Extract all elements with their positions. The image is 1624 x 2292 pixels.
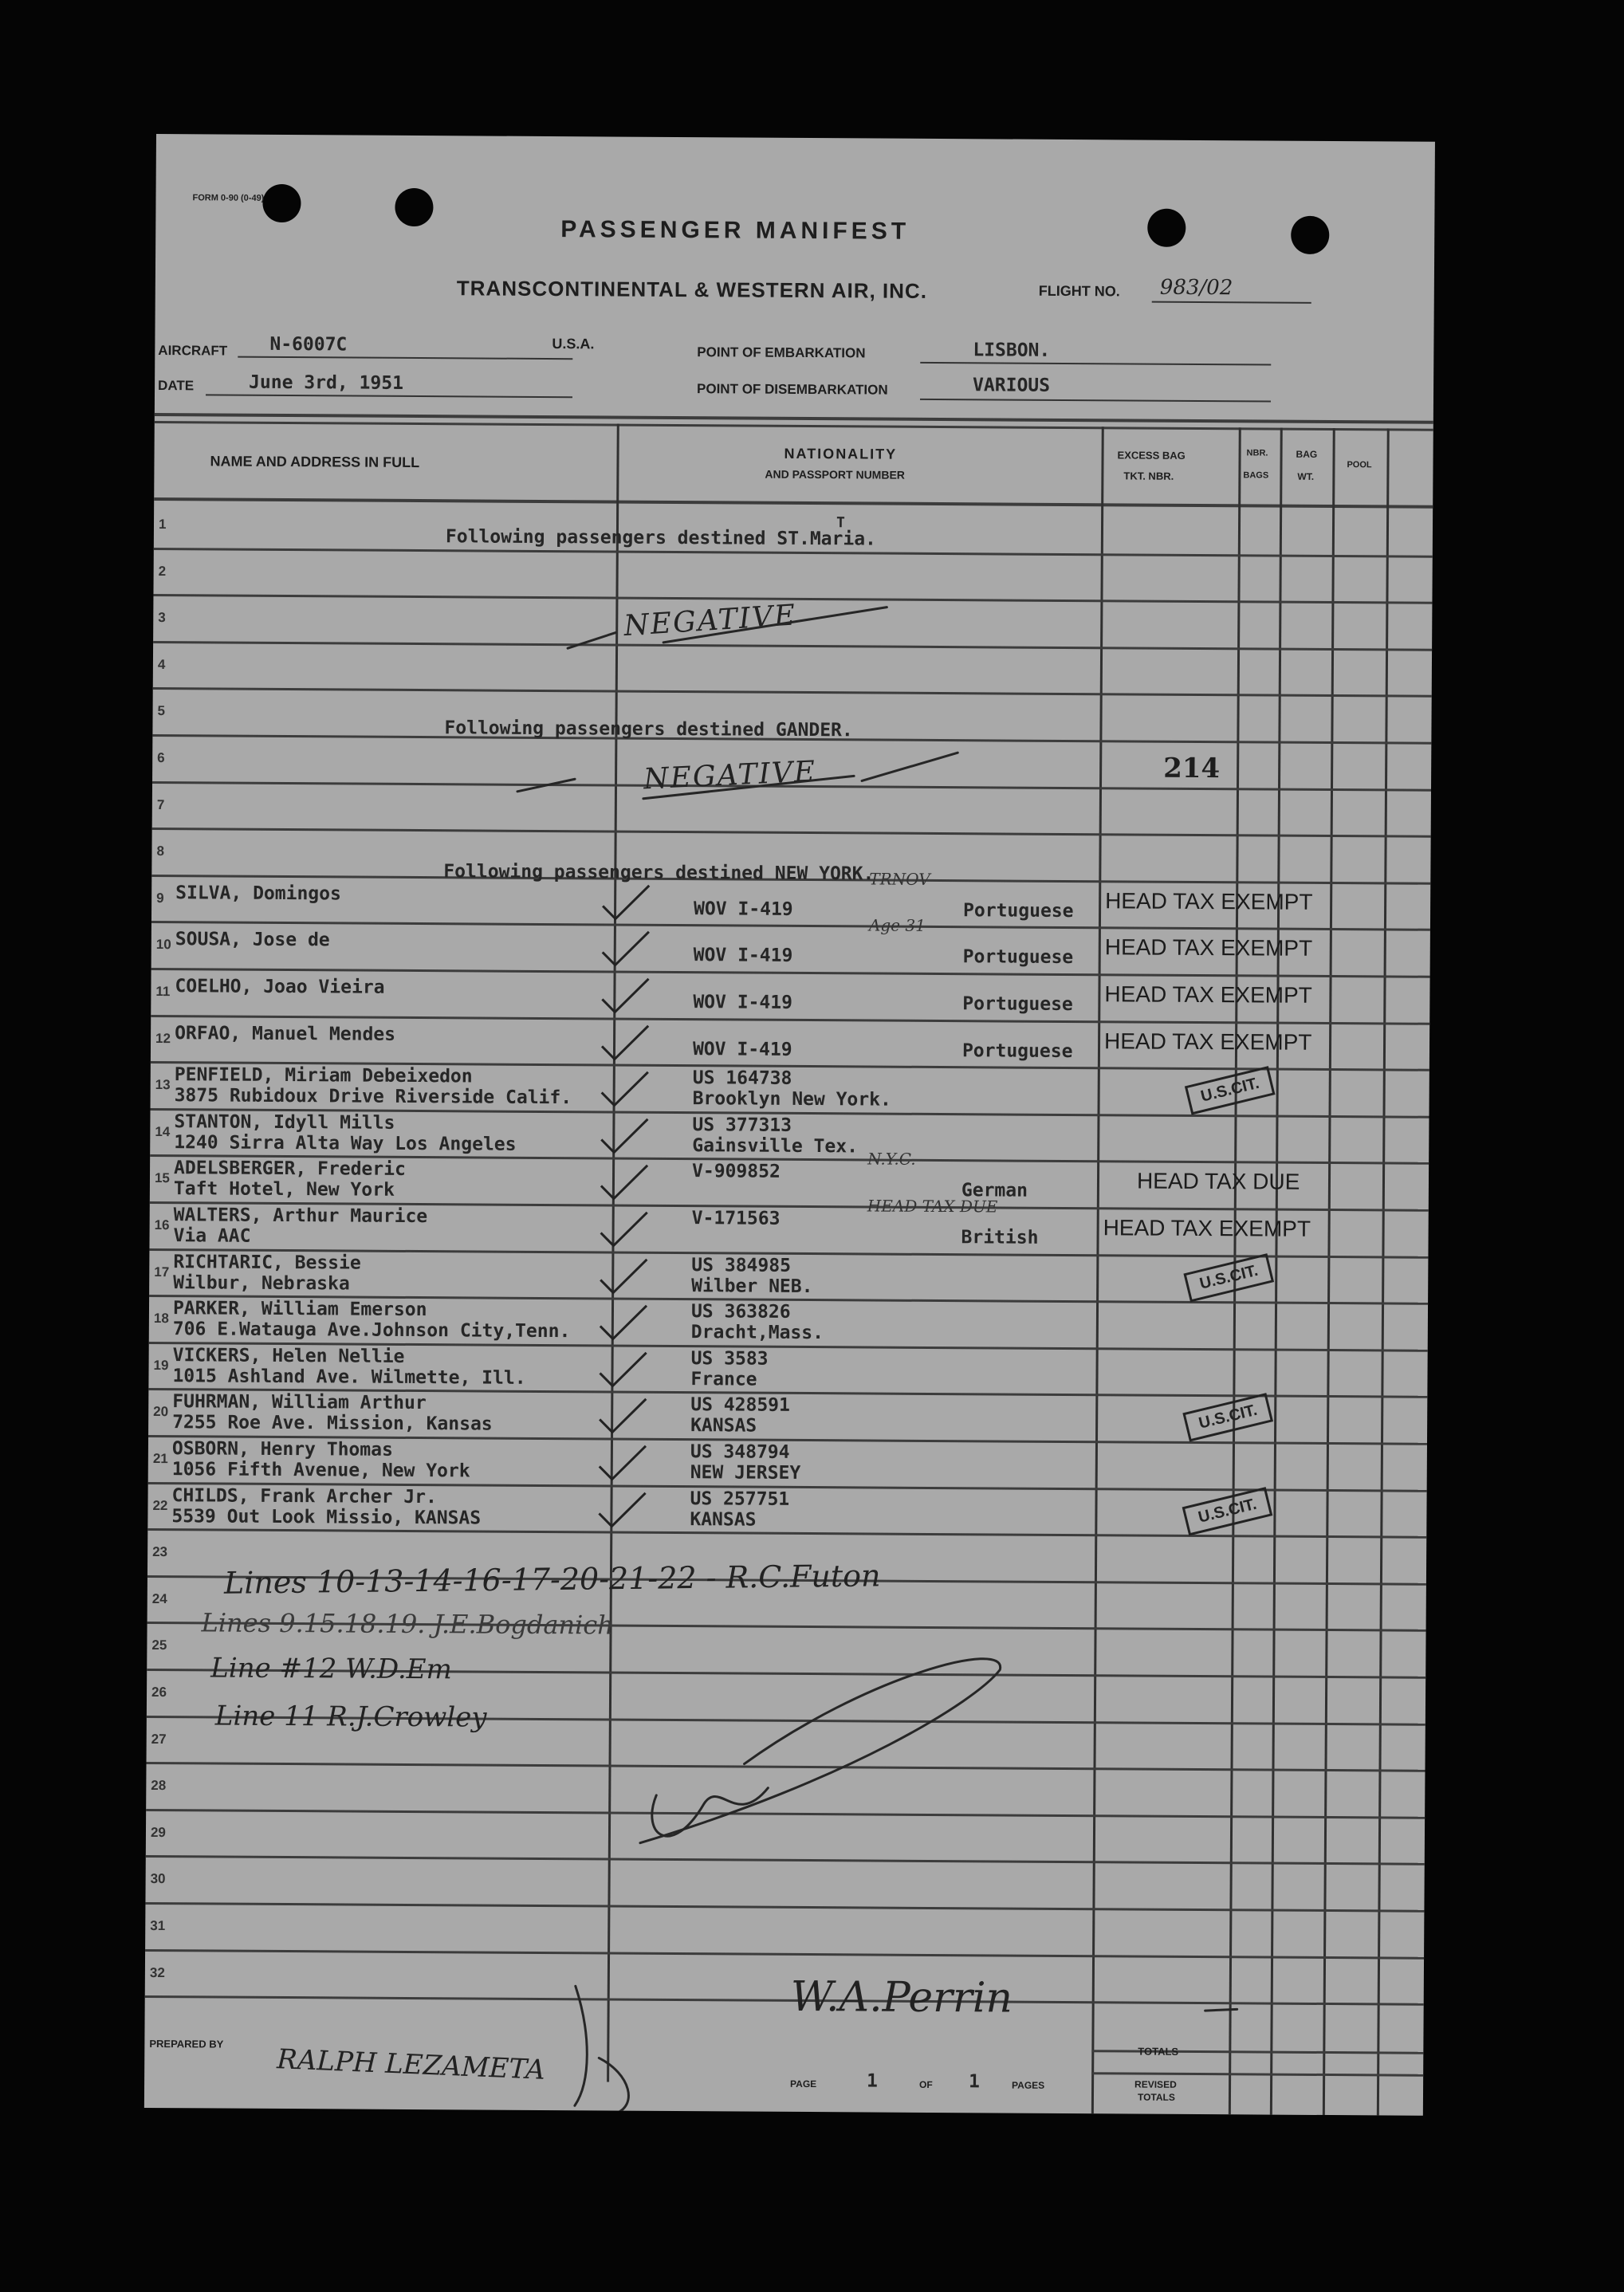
totals-label: TOTALS	[1138, 2045, 1179, 2058]
row-number: 12	[155, 1030, 171, 1046]
nationality: Portuguese	[962, 946, 1074, 969]
header-name: NAME AND ADDRESS IN FULL	[210, 453, 420, 471]
head-tax-stamp: HEAD TAX EXEMPT	[1105, 888, 1313, 914]
row-number: 8	[156, 843, 165, 859]
header-nbr: NBR.	[1246, 448, 1268, 458]
passenger-name: SILVA, Domingos	[175, 882, 341, 905]
page-total: 1	[969, 2071, 981, 2093]
nationality: Portuguese	[961, 1040, 1073, 1062]
passenger-address: 7255 Roe Ave. Mission, Kansas	[172, 1412, 493, 1435]
nationality: Wilber NEB.	[691, 1275, 813, 1297]
head-tax-stamp: HEAD TAX EXEMPT	[1103, 1028, 1312, 1055]
page-title: PASSENGER MANIFEST	[560, 216, 910, 245]
passenger-address: Via AAC	[173, 1225, 251, 1247]
head-tax-stamp: HEAD TAX EXEMPT	[1103, 1215, 1311, 1241]
row-number: 1	[158, 517, 167, 533]
passenger-address: 1015 Ashland Ave. Wilmette, Ill.	[172, 1365, 526, 1389]
row-number: 10	[155, 937, 171, 953]
handwritten-note: Age 31	[868, 915, 926, 936]
row-number: 15	[154, 1170, 170, 1186]
country-label: U.S.A.	[552, 336, 595, 352]
embarkation-value: LISBON.	[973, 340, 1051, 361]
row-number: 6	[157, 750, 165, 766]
row-number: 17	[154, 1264, 170, 1280]
prepared-by-name: RALPH LEZAMETA	[276, 2043, 546, 2086]
passport-number: US 3583	[690, 1347, 769, 1370]
revised-label-1: REVISED	[1134, 2078, 1177, 2090]
disembarkation-label: POINT OF DISEMBARKATION	[697, 381, 888, 398]
us-citizen-stamp: U.S.CIT.	[1185, 1066, 1276, 1115]
handwritten-line-26: Line 11 R.J.Crowley	[214, 1700, 487, 1734]
section-st-maria: Following passengers destined ST.Maria.	[445, 526, 877, 550]
passenger-address: 1240 Sirra Alta Way Los Angeles	[174, 1131, 517, 1155]
aircraft-label: AIRCRAFT	[158, 343, 228, 359]
nationality: Gainsville Tex.	[692, 1134, 859, 1158]
row-number: 29	[150, 1824, 166, 1840]
section-new-york: Following passengers destined NEW YORK.	[443, 861, 875, 885]
signature-stroke	[575, 1986, 588, 2105]
head-tax-stamp: HEAD TAX EXEMPT	[1104, 981, 1312, 1008]
passport-number: WOV I-419	[693, 898, 793, 920]
dash-stroke	[517, 779, 575, 792]
row-number: 3	[158, 610, 166, 626]
signature-scrawl	[652, 1787, 769, 1837]
row-number: 4	[157, 656, 166, 672]
passenger-address: 706 E.Watauga Ave.Johnson City,Tenn.	[172, 1319, 571, 1343]
row-number: 14	[155, 1123, 171, 1139]
disembarkation-value: VARIOUS	[973, 375, 1051, 396]
passenger-name: PARKER, William Emerson	[172, 1298, 427, 1321]
passport-number: US 384985	[691, 1254, 792, 1276]
passenger-address: 3875 Rubidoux Drive Riverside Calif.	[174, 1085, 572, 1109]
handwritten-note: N.Y.C.	[867, 1149, 916, 1170]
passport-number: WOV I-419	[693, 945, 793, 967]
section-st-maria-correction: T	[836, 514, 845, 532]
bag-count: 214	[1163, 752, 1221, 785]
passport-number: US 363826	[690, 1301, 791, 1323]
head-tax-stamp: HEAD TAX EXEMPT	[1104, 934, 1313, 961]
row-number: 13	[155, 1077, 171, 1093]
embarkation-label: POINT OF EMBARKATION	[697, 344, 866, 361]
nationality: Dracht,Mass.	[690, 1322, 824, 1344]
row-number: 2	[158, 563, 167, 579]
nationality: KANSAS	[690, 1508, 757, 1531]
row-number: 26	[151, 1685, 167, 1700]
passenger-name: VICKERS, Helen Nellie	[172, 1344, 405, 1367]
passport-number: V-909852	[691, 1161, 781, 1183]
row-number: 25	[151, 1637, 167, 1653]
handwritten-line-24: Lines 9.15.18.19. J.E.Bogdanich	[201, 1607, 614, 1641]
signature-stroke	[599, 2058, 629, 2113]
passenger-name: PENFIELD, Miriam Debeixedon	[174, 1064, 473, 1087]
passenger-name: OSBORN, Henry Thomas	[171, 1438, 393, 1461]
nationality: KANSAS	[690, 1415, 757, 1437]
passenger-address: 1056 Fifth Avenue, New York	[171, 1459, 470, 1482]
passenger-name: FUHRMAN, William Arthur	[172, 1391, 427, 1414]
row-number: 5	[157, 703, 166, 719]
date-value: June 3rd, 1951	[249, 372, 404, 394]
header-excess-bag: EXCESS BAG	[1117, 449, 1186, 462]
underline-stroke	[643, 775, 854, 800]
nationality: Brooklyn New York.	[692, 1088, 891, 1111]
handwritten-line-23: Lines 10-13-14-16-17-20-21-22 - R.C.Futon	[223, 1558, 881, 1601]
passenger-address: 5539 Out Look Missio, KANSAS	[171, 1505, 482, 1529]
row-number: 7	[156, 796, 165, 812]
us-citizen-stamp: U.S.CIT.	[1183, 1253, 1274, 1303]
header-nationality: NATIONALITY	[784, 445, 898, 462]
row-number: 16	[154, 1217, 170, 1233]
flight-label: FLIGHT NO.	[1038, 282, 1120, 300]
passenger-name: RICHTARIC, Bessie	[173, 1251, 361, 1274]
row-number: 18	[153, 1311, 169, 1327]
handwritten-note: HEAD TAX DUE	[867, 1196, 998, 1217]
underline-stroke	[663, 606, 887, 644]
nationality: German	[961, 1180, 1028, 1202]
dash-stroke	[568, 632, 615, 648]
row-number: 31	[150, 1917, 166, 1934]
row-number: 24	[151, 1590, 167, 1606]
row-number: 11	[155, 984, 171, 1000]
row-number: 9	[156, 890, 164, 906]
row-number: 20	[153, 1404, 169, 1420]
handwritten-note: TRNOV	[869, 869, 930, 889]
row-number: 27	[151, 1731, 167, 1747]
passport-number: WOV I-419	[693, 992, 793, 1013]
passport-number: US 257751	[690, 1488, 790, 1510]
header-excess-ticket: TKT. NBR.	[1123, 470, 1174, 482]
nationality: Portuguese	[962, 899, 1074, 922]
row-number: 19	[153, 1357, 169, 1373]
dash-stroke	[862, 752, 957, 781]
negative-note-1: NEGATIVE	[623, 599, 798, 643]
company-name: TRANSCONTINENTAL & WESTERN AIR, INC.	[456, 276, 928, 303]
flight-number: 983/02	[1159, 275, 1233, 301]
row-number: 30	[150, 1871, 166, 1887]
us-citizen-stamp: U.S.CIT.	[1182, 1487, 1273, 1536]
pen-strokes	[144, 134, 1435, 2116]
passenger-name: STANTON, Idyll Mills	[174, 1111, 395, 1134]
manifest-sheet	[144, 134, 1435, 2116]
passport-number: US 428591	[690, 1394, 790, 1417]
negative-note-2: NEGATIVE	[643, 755, 818, 796]
passenger-name: COELHO, Joao Vieira	[175, 976, 385, 998]
passenger-address: Taft Hotel, New York	[173, 1178, 395, 1201]
header-bag: BAG	[1296, 448, 1318, 460]
passport-number: WOV I-419	[692, 1038, 792, 1060]
signature-tail	[1205, 2009, 1237, 2011]
passenger-name: SOUSA, Jose de	[175, 929, 330, 951]
aircraft-value: N-6007C	[269, 333, 348, 356]
us-citizen-stamp: U.S.CIT.	[1182, 1393, 1273, 1442]
handwritten-line-25: Line #12 W.D.Em	[210, 1652, 452, 1686]
page-label: PAGE	[790, 2078, 817, 2090]
passenger-name: WALTERS, Arthur Maurice	[173, 1205, 428, 1228]
prepared-by-label: PREPARED BY	[149, 2037, 224, 2050]
header-bags: BAGS	[1243, 470, 1269, 481]
nationality: British	[961, 1227, 1039, 1248]
row-number: 21	[152, 1451, 168, 1467]
passenger-name: ADELSBERGER, Frederic	[173, 1158, 406, 1181]
passport-number: US 377313	[692, 1114, 792, 1136]
date-label: DATE	[158, 378, 195, 394]
form-number: FORM 0-90 (0-49)	[192, 193, 265, 203]
nationality: NEW JERSEY	[690, 1462, 801, 1484]
header-passport: AND PASSPORT NUMBER	[765, 467, 905, 482]
signature-perrin: W.A.Perrin	[790, 1972, 1013, 2023]
row-number: 23	[152, 1544, 168, 1560]
section-gander: Following passengers destined GANDER.	[444, 717, 853, 741]
nationality: Portuguese	[962, 993, 1073, 1016]
page-number: 1	[867, 2070, 879, 2092]
revised-label-2: TOTALS	[1137, 2091, 1175, 2103]
row-number: 22	[152, 1497, 168, 1513]
head-tax-stamp: HEAD TAX DUE	[1136, 1168, 1300, 1195]
passenger-name: ORFAO, Manuel Mendes	[175, 1022, 396, 1045]
row-number: 32	[149, 1964, 165, 1980]
pages-label: PAGES	[1012, 2079, 1045, 2091]
passenger-address: Wilbur, Nebraska	[173, 1272, 350, 1295]
of-label: OF	[919, 2078, 933, 2090]
passenger-name: CHILDS, Frank Archer Jr.	[171, 1484, 437, 1508]
nationality: France	[690, 1368, 757, 1390]
row-number: 28	[151, 1778, 167, 1794]
passport-number: US 348794	[690, 1441, 790, 1463]
passport-number: US 164738	[692, 1067, 792, 1090]
passport-number: V-171563	[691, 1208, 781, 1229]
header-pool: POOL	[1347, 460, 1372, 470]
header-wt: WT.	[1297, 470, 1315, 482]
